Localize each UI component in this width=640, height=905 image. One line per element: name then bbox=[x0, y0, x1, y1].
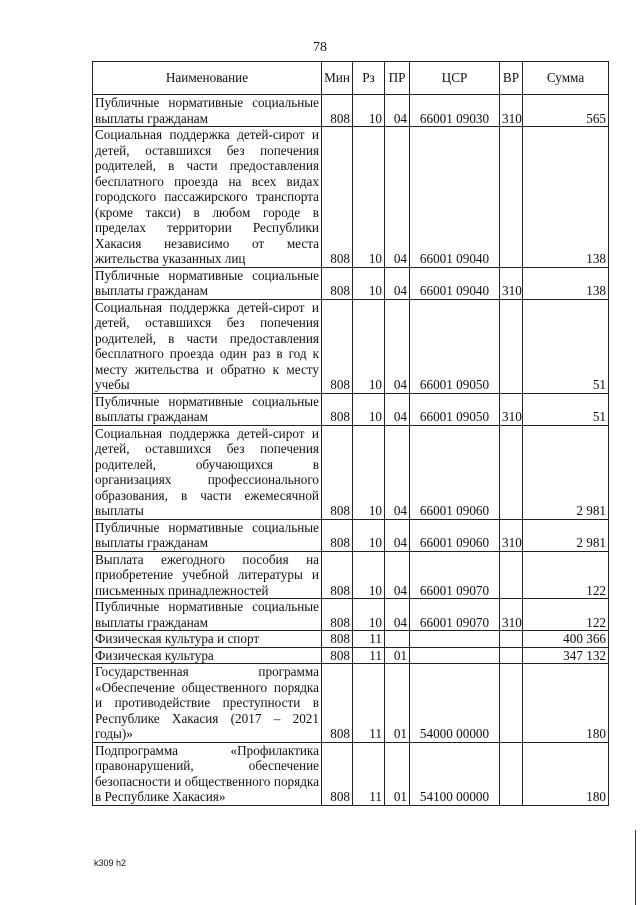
cell-name: Физическая культура и спорт bbox=[93, 631, 322, 648]
cell-min: 808 bbox=[322, 599, 353, 631]
cell-sum: 2 981 bbox=[523, 519, 609, 551]
cell-rz: 10 bbox=[353, 299, 385, 393]
cell-vr: 310 bbox=[500, 599, 523, 631]
cell-min: 808 bbox=[322, 551, 353, 599]
cell-sum: 565 bbox=[523, 95, 609, 127]
cell-min: 808 bbox=[322, 267, 353, 299]
cell-name: Публичные нормативные социальные выплаты гражданам bbox=[93, 267, 322, 299]
cell-csr: 66001 09040 bbox=[410, 127, 500, 268]
cell-min: 808 bbox=[322, 299, 353, 393]
cell-vr: 310 bbox=[500, 95, 523, 127]
cell-sum: 347 132 bbox=[523, 647, 609, 664]
cell-min: 808 bbox=[322, 742, 353, 805]
cell-name: Социальная поддержка детей-сирот и детей, оставшихся без попечения родителей, в части предоставления бесплатного проезда на всех видах городского пассажирского транспорта (кроме такси) в любом городе в пределах территории Республики Хакасия независимо от места жительства указанных лиц bbox=[93, 127, 322, 268]
cell-pr: 04 bbox=[385, 425, 410, 519]
cell-vr bbox=[500, 127, 523, 268]
cell-pr: 04 bbox=[385, 599, 410, 631]
cell-pr: 04 bbox=[385, 393, 410, 425]
cell-csr: 66001 09060 bbox=[410, 519, 500, 551]
cell-pr: 04 bbox=[385, 95, 410, 127]
cell-name: Публичные нормативные социальные выплаты гражданам bbox=[93, 599, 322, 631]
cell-csr: 66001 09070 bbox=[410, 551, 500, 599]
cell-sum: 51 bbox=[523, 299, 609, 393]
cell-vr: 310 bbox=[500, 393, 523, 425]
cell-csr bbox=[410, 647, 500, 664]
cell-vr bbox=[500, 742, 523, 805]
cell-name: Публичные нормативные социальные выплаты гражданам bbox=[93, 393, 322, 425]
cell-name: Социальная поддержка детей-сирот и детей, оставшихся без попечения родителей, в части предоставления бесплатного проезда один раз в год к месту жительства и обратно к месту учебы bbox=[93, 299, 322, 393]
cell-vr bbox=[500, 631, 523, 648]
cell-rz: 10 bbox=[353, 599, 385, 631]
table-row bbox=[93, 393, 609, 425]
table-row bbox=[93, 519, 609, 551]
cell-min: 808 bbox=[322, 647, 353, 664]
cell-name: Публичные нормативные социальные выплаты гражданам bbox=[93, 95, 322, 127]
cell-min: 808 bbox=[322, 95, 353, 127]
cell-min: 808 bbox=[322, 664, 353, 743]
cell-pr: 04 bbox=[385, 127, 410, 268]
cell-rz: 10 bbox=[353, 267, 385, 299]
table-row bbox=[93, 267, 609, 299]
cell-pr: 04 bbox=[385, 299, 410, 393]
cell-pr: 04 bbox=[385, 551, 410, 599]
cell-sum: 2 981 bbox=[523, 425, 609, 519]
header-min: Мин bbox=[322, 62, 353, 95]
header-rz: Рз bbox=[353, 62, 385, 95]
cell-csr: 66001 09030 bbox=[410, 95, 500, 127]
header-pr: ПР bbox=[385, 62, 410, 95]
footer-code: k309 h2 bbox=[94, 858, 127, 868]
cell-vr bbox=[500, 647, 523, 664]
table-row bbox=[93, 631, 609, 648]
table-header-row bbox=[93, 62, 609, 95]
cell-min: 808 bbox=[322, 127, 353, 268]
header-csr: ЦСР bbox=[410, 62, 500, 95]
table-row bbox=[93, 299, 609, 393]
cell-vr bbox=[500, 551, 523, 599]
cell-sum: 180 bbox=[523, 664, 609, 743]
cell-rz: 11 bbox=[353, 742, 385, 805]
cell-rz: 10 bbox=[353, 95, 385, 127]
cell-rz: 10 bbox=[353, 393, 385, 425]
budget-table bbox=[92, 61, 609, 806]
cell-pr: 01 bbox=[385, 742, 410, 805]
table-row bbox=[93, 647, 609, 664]
table-row bbox=[93, 425, 609, 519]
cell-name: Социальная поддержка детей-сирот и детей, оставшихся без попечения родителей, обучающихся в организациях профессионального образования, в части ежемесячной выплаты bbox=[93, 425, 322, 519]
cell-sum: 180 bbox=[523, 742, 609, 805]
cell-sum: 122 bbox=[523, 599, 609, 631]
cell-rz: 10 bbox=[353, 425, 385, 519]
page-number: 78 bbox=[313, 40, 327, 55]
table-row bbox=[93, 599, 609, 631]
cell-csr: 66001 09070 bbox=[410, 599, 500, 631]
cell-name: Физическая культура bbox=[93, 647, 322, 664]
header-vr: ВР bbox=[500, 62, 523, 95]
cell-csr: 54000 00000 bbox=[410, 664, 500, 743]
cell-vr: 310 bbox=[500, 519, 523, 551]
cell-csr: 66001 09050 bbox=[410, 393, 500, 425]
cell-sum: 138 bbox=[523, 267, 609, 299]
cell-csr: 66001 09050 bbox=[410, 299, 500, 393]
cell-csr bbox=[410, 631, 500, 648]
cell-rz: 10 bbox=[353, 551, 385, 599]
cell-min: 808 bbox=[322, 631, 353, 648]
cell-vr bbox=[500, 425, 523, 519]
cell-csr: 54100 00000 bbox=[410, 742, 500, 805]
cell-pr: 04 bbox=[385, 519, 410, 551]
cell-rz: 10 bbox=[353, 127, 385, 268]
cell-vr bbox=[500, 664, 523, 743]
cell-rz: 11 bbox=[353, 664, 385, 743]
table-row bbox=[93, 551, 609, 599]
table-row bbox=[93, 742, 609, 805]
cell-vr bbox=[500, 299, 523, 393]
cell-vr: 310 bbox=[500, 267, 523, 299]
cell-name: Публичные нормативные социальные выплаты гражданам bbox=[93, 519, 322, 551]
cell-pr: 01 bbox=[385, 664, 410, 743]
cell-sum: 138 bbox=[523, 127, 609, 268]
cell-rz: 11 bbox=[353, 647, 385, 664]
cell-sum: 400 366 bbox=[523, 631, 609, 648]
cell-pr: 04 bbox=[385, 267, 410, 299]
cell-name: Подпрограмма «Профилактика правонарушений, обеспечение безопасности и общественного порядка в Республике Хакасия» bbox=[93, 742, 322, 805]
cell-min: 808 bbox=[322, 425, 353, 519]
cell-name: Государственная программа «Обеспечение общественного порядка и противодействие преступности в Республике Хакасия (2017 – 2021 годы)» bbox=[93, 664, 322, 743]
cell-csr: 66001 09040 bbox=[410, 267, 500, 299]
cell-pr: 01 bbox=[385, 647, 410, 664]
cell-min: 808 bbox=[322, 393, 353, 425]
cell-csr: 66001 09060 bbox=[410, 425, 500, 519]
header-sum: Сумма bbox=[523, 62, 609, 95]
table-row bbox=[93, 664, 609, 743]
cell-sum: 51 bbox=[523, 393, 609, 425]
cell-name: Выплата ежегодного пособия на приобретение учебной литературы и письменных принадлежностей bbox=[93, 551, 322, 599]
table-row bbox=[93, 95, 609, 127]
scan-edge-line bbox=[635, 830, 636, 905]
cell-sum: 122 bbox=[523, 551, 609, 599]
table-row bbox=[93, 127, 609, 268]
cell-rz: 11 bbox=[353, 631, 385, 648]
cell-rz: 10 bbox=[353, 519, 385, 551]
header-name: Наименование bbox=[93, 62, 322, 95]
cell-pr bbox=[385, 631, 410, 648]
cell-min: 808 bbox=[322, 519, 353, 551]
